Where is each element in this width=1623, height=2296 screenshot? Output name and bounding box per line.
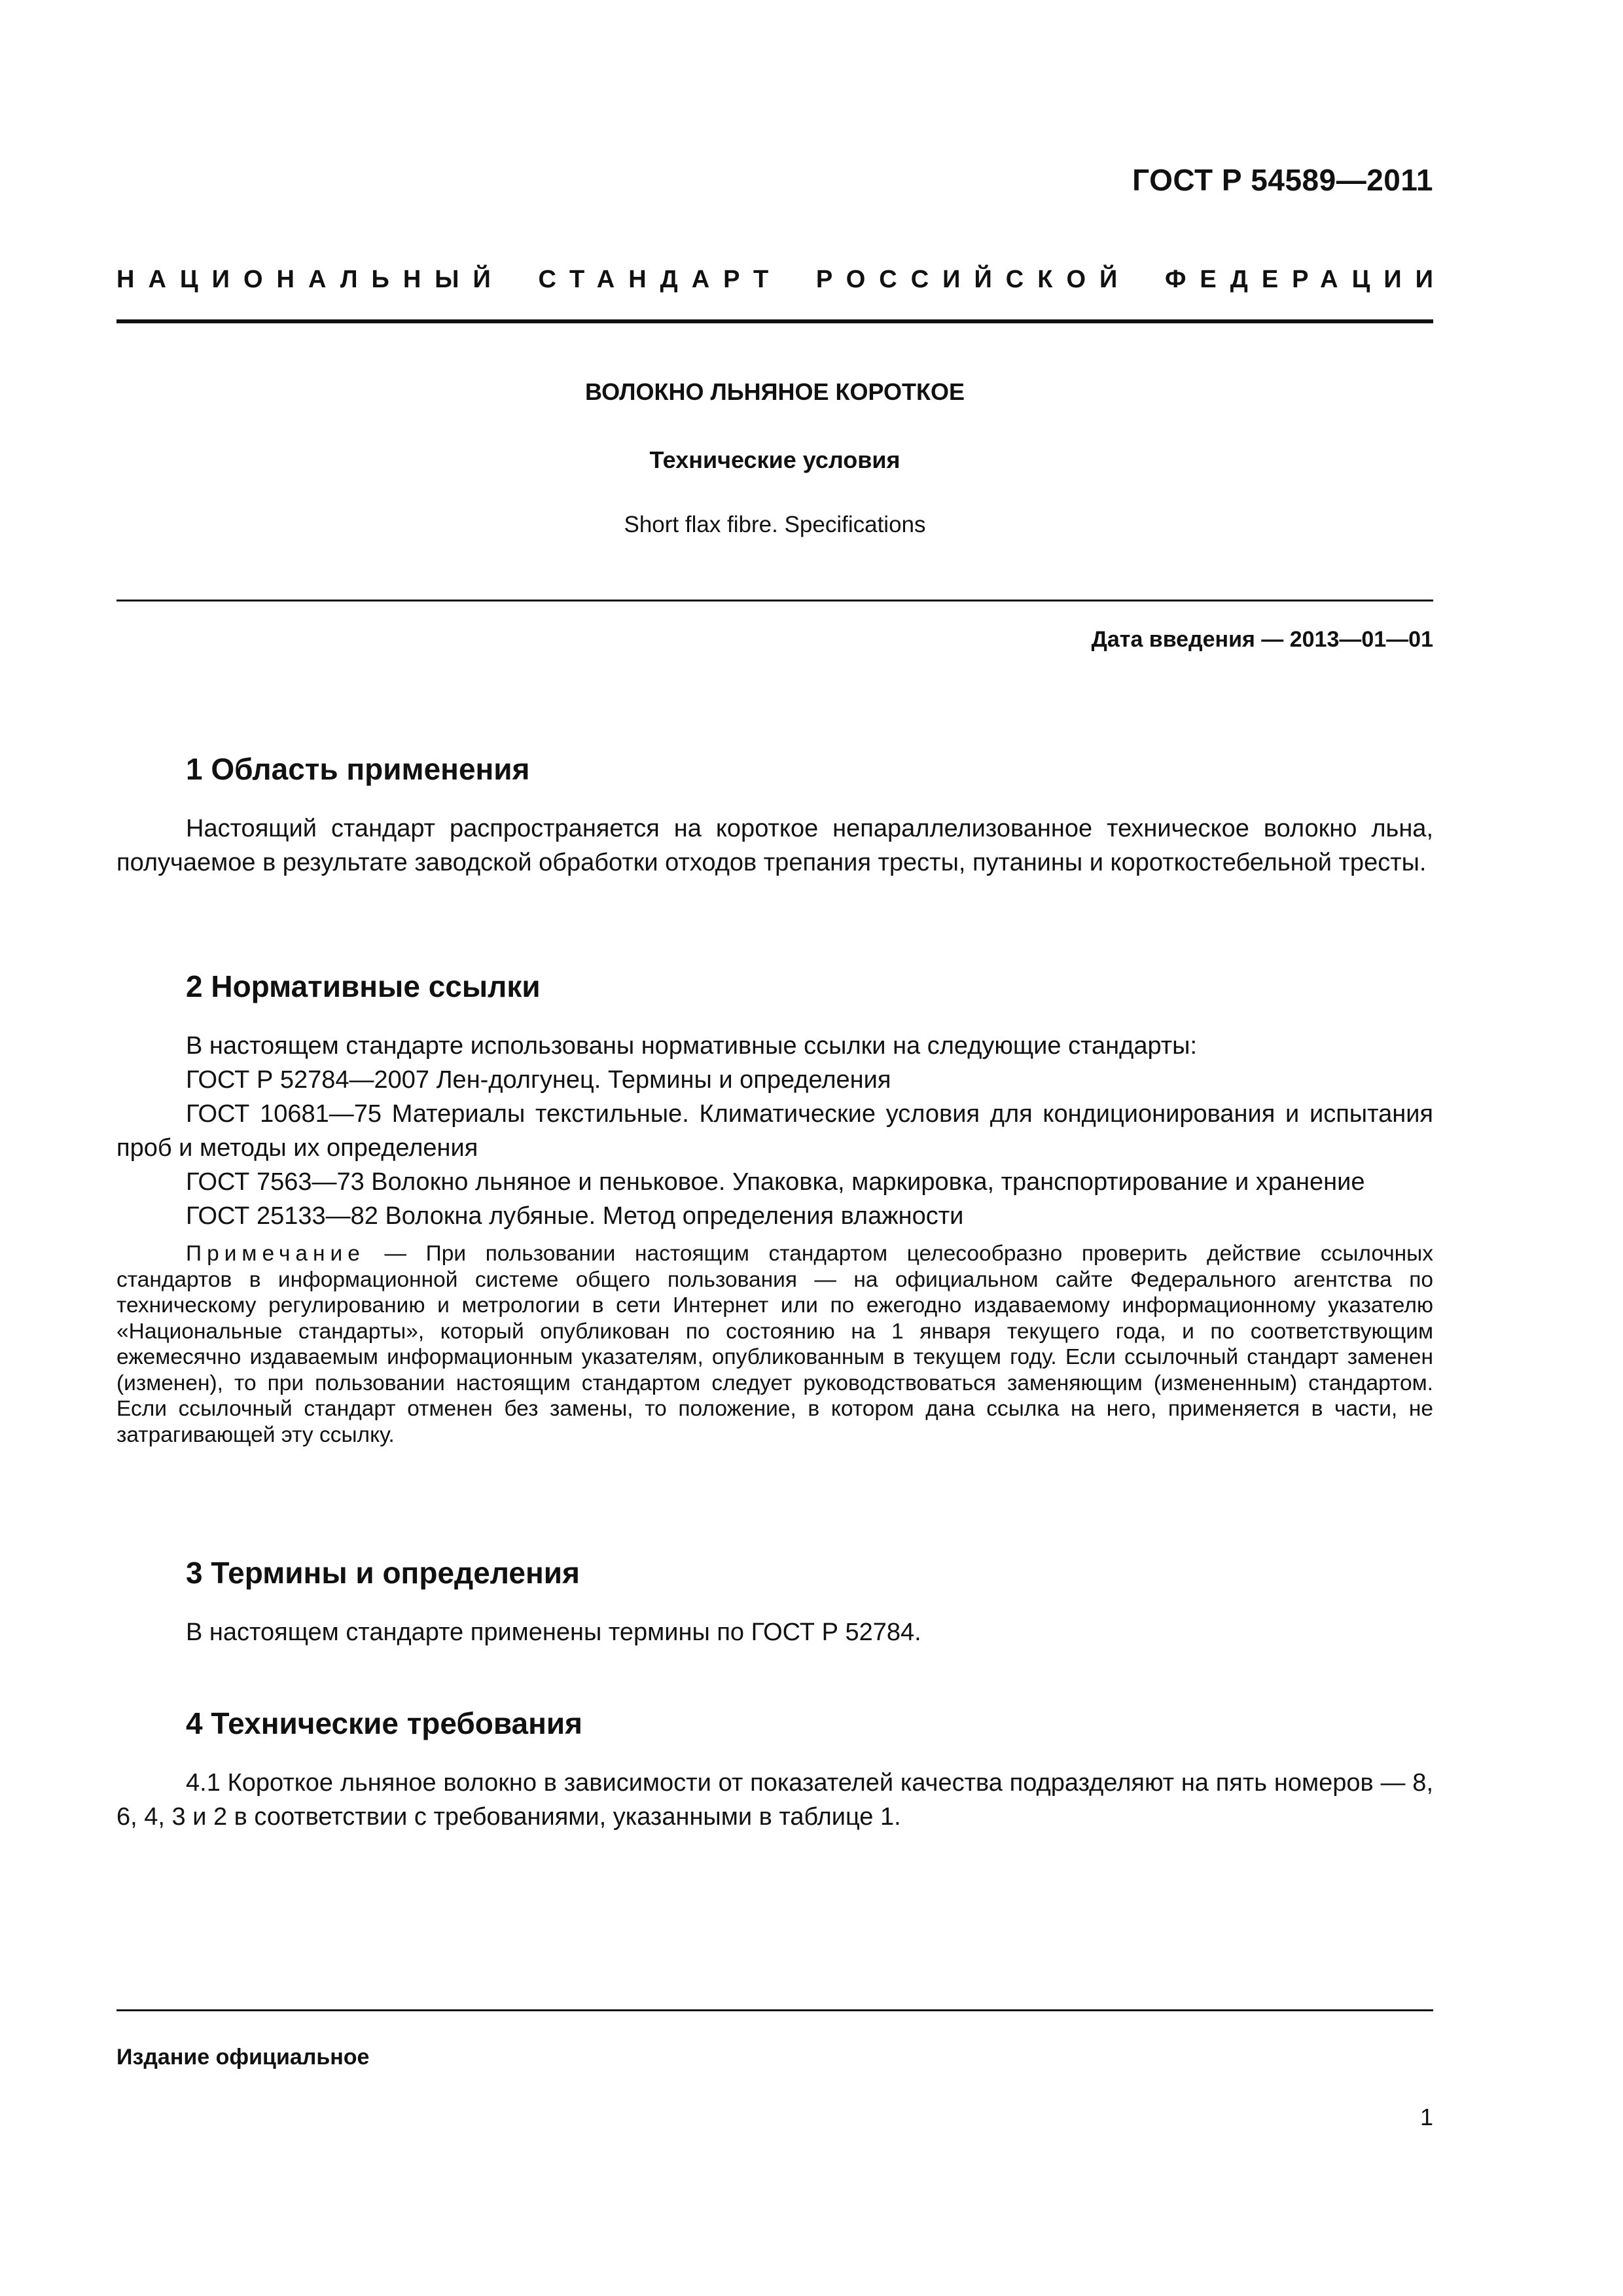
paragraph: 4.1 Короткое льняное волокно в зависимости от показателей качества подразделяют на пять номеров — 8, 6, 4, 3 и 2 в соответствии с требованиями, указанными в таблице 1. [116,1769,1433,1831]
paragraph: В настоящем стандарте использованы нормативные ссылки на следующие стандарты: [186,1032,1198,1060]
note-text: — При пользовании настоящим стандартом целесообразно проверить действие ссылочных стандартов в информационной системе общего пользования — на официальном сайте Федерального агентства по техническому регулированию и метрологии в сети Интернет или по ежегодно издаваемому информационному указателю «Национальные стандарты», который опубликован по состоянию на 1 января текущего года, и по соответствующим ежемесячно издаваемым информационным указателям, опубликованным в текущем году. Если ссылочный стандарт заменен (изменен), то при пользовании настоящим стандартом следует руководствоваться заменяющим (измененным) стандартом. Если ссылочный стандарт отменен без замены, то положение, в котором дана ссылка на него, применяется в части, не затрагивающей эту ссылку. [116,1242,1433,1447]
title-divider [116,600,1433,601]
paragraph: В настоящем стандарте применены термины по ГОСТ Р 52784. [186,1619,921,1646]
header-divider [116,319,1433,323]
document-code: ГОСТ Р 54589—2011 [1132,163,1433,197]
document-title: ВОЛОКНО ЛЬНЯНОЕ КОРОТКОЕ [585,378,965,405]
section-scope [116,751,1433,880]
document-subtitle: Технические условия [649,446,901,473]
reference-item: ГОСТ Р 52784—2007 Лен-долгунец. Термины и определения [186,1066,891,1094]
note-label: Примечание [186,1242,365,1266]
official-edition-label: Издание официальное [116,2045,370,2070]
reference-item: ГОСТ 10681—75 Материалы текстильные. Климатические условия для кондиционирования и испытания проб и методы их определения [116,1100,1433,1162]
section-heading: 1 Область применения [186,752,530,786]
section-terms [116,1555,1433,1649]
banner-word: НАЦИОНАЛЬНЫЙ [116,266,505,293]
note [116,1241,1433,1448]
reference-item: ГОСТ 7563—73 Волокно льняное и пеньковое. Упаковка, маркировка, транспортирование и хранение [186,1168,1365,1196]
banner-word: РОССИЙСКОЙ [815,266,1132,293]
banner-word: СТАНДАРТ [538,266,783,293]
section-heading: 2 Нормативные ссылки [186,969,541,1003]
document-title-english: Short flax fibre. Specifications [624,512,926,537]
section-heading: 3 Термины и определения [186,1556,580,1590]
section-technical-requirements [116,1706,1433,1834]
paragraph: Настоящий стандарт распространяется на короткое непараллелизованное техническое волокно льна, получаемое в результате заводской обработки отходов трепания тресты, путанины и короткостебельной тресты. [116,815,1433,876]
footer-divider [116,2009,1433,2011]
banner-word: ФЕДЕРАЦИИ [1164,266,1447,293]
reference-item: ГОСТ 25133—82 Волокна лубяные. Метод определения влажности [186,1202,964,1230]
section-heading: 4 Технические требования [186,1706,582,1740]
national-standard-banner [116,266,1447,294]
introduction-date: Дата введения — 2013—01—01 [1091,627,1433,652]
page-number: 1 [1419,2104,1433,2130]
section-normative-references [116,969,1433,1448]
